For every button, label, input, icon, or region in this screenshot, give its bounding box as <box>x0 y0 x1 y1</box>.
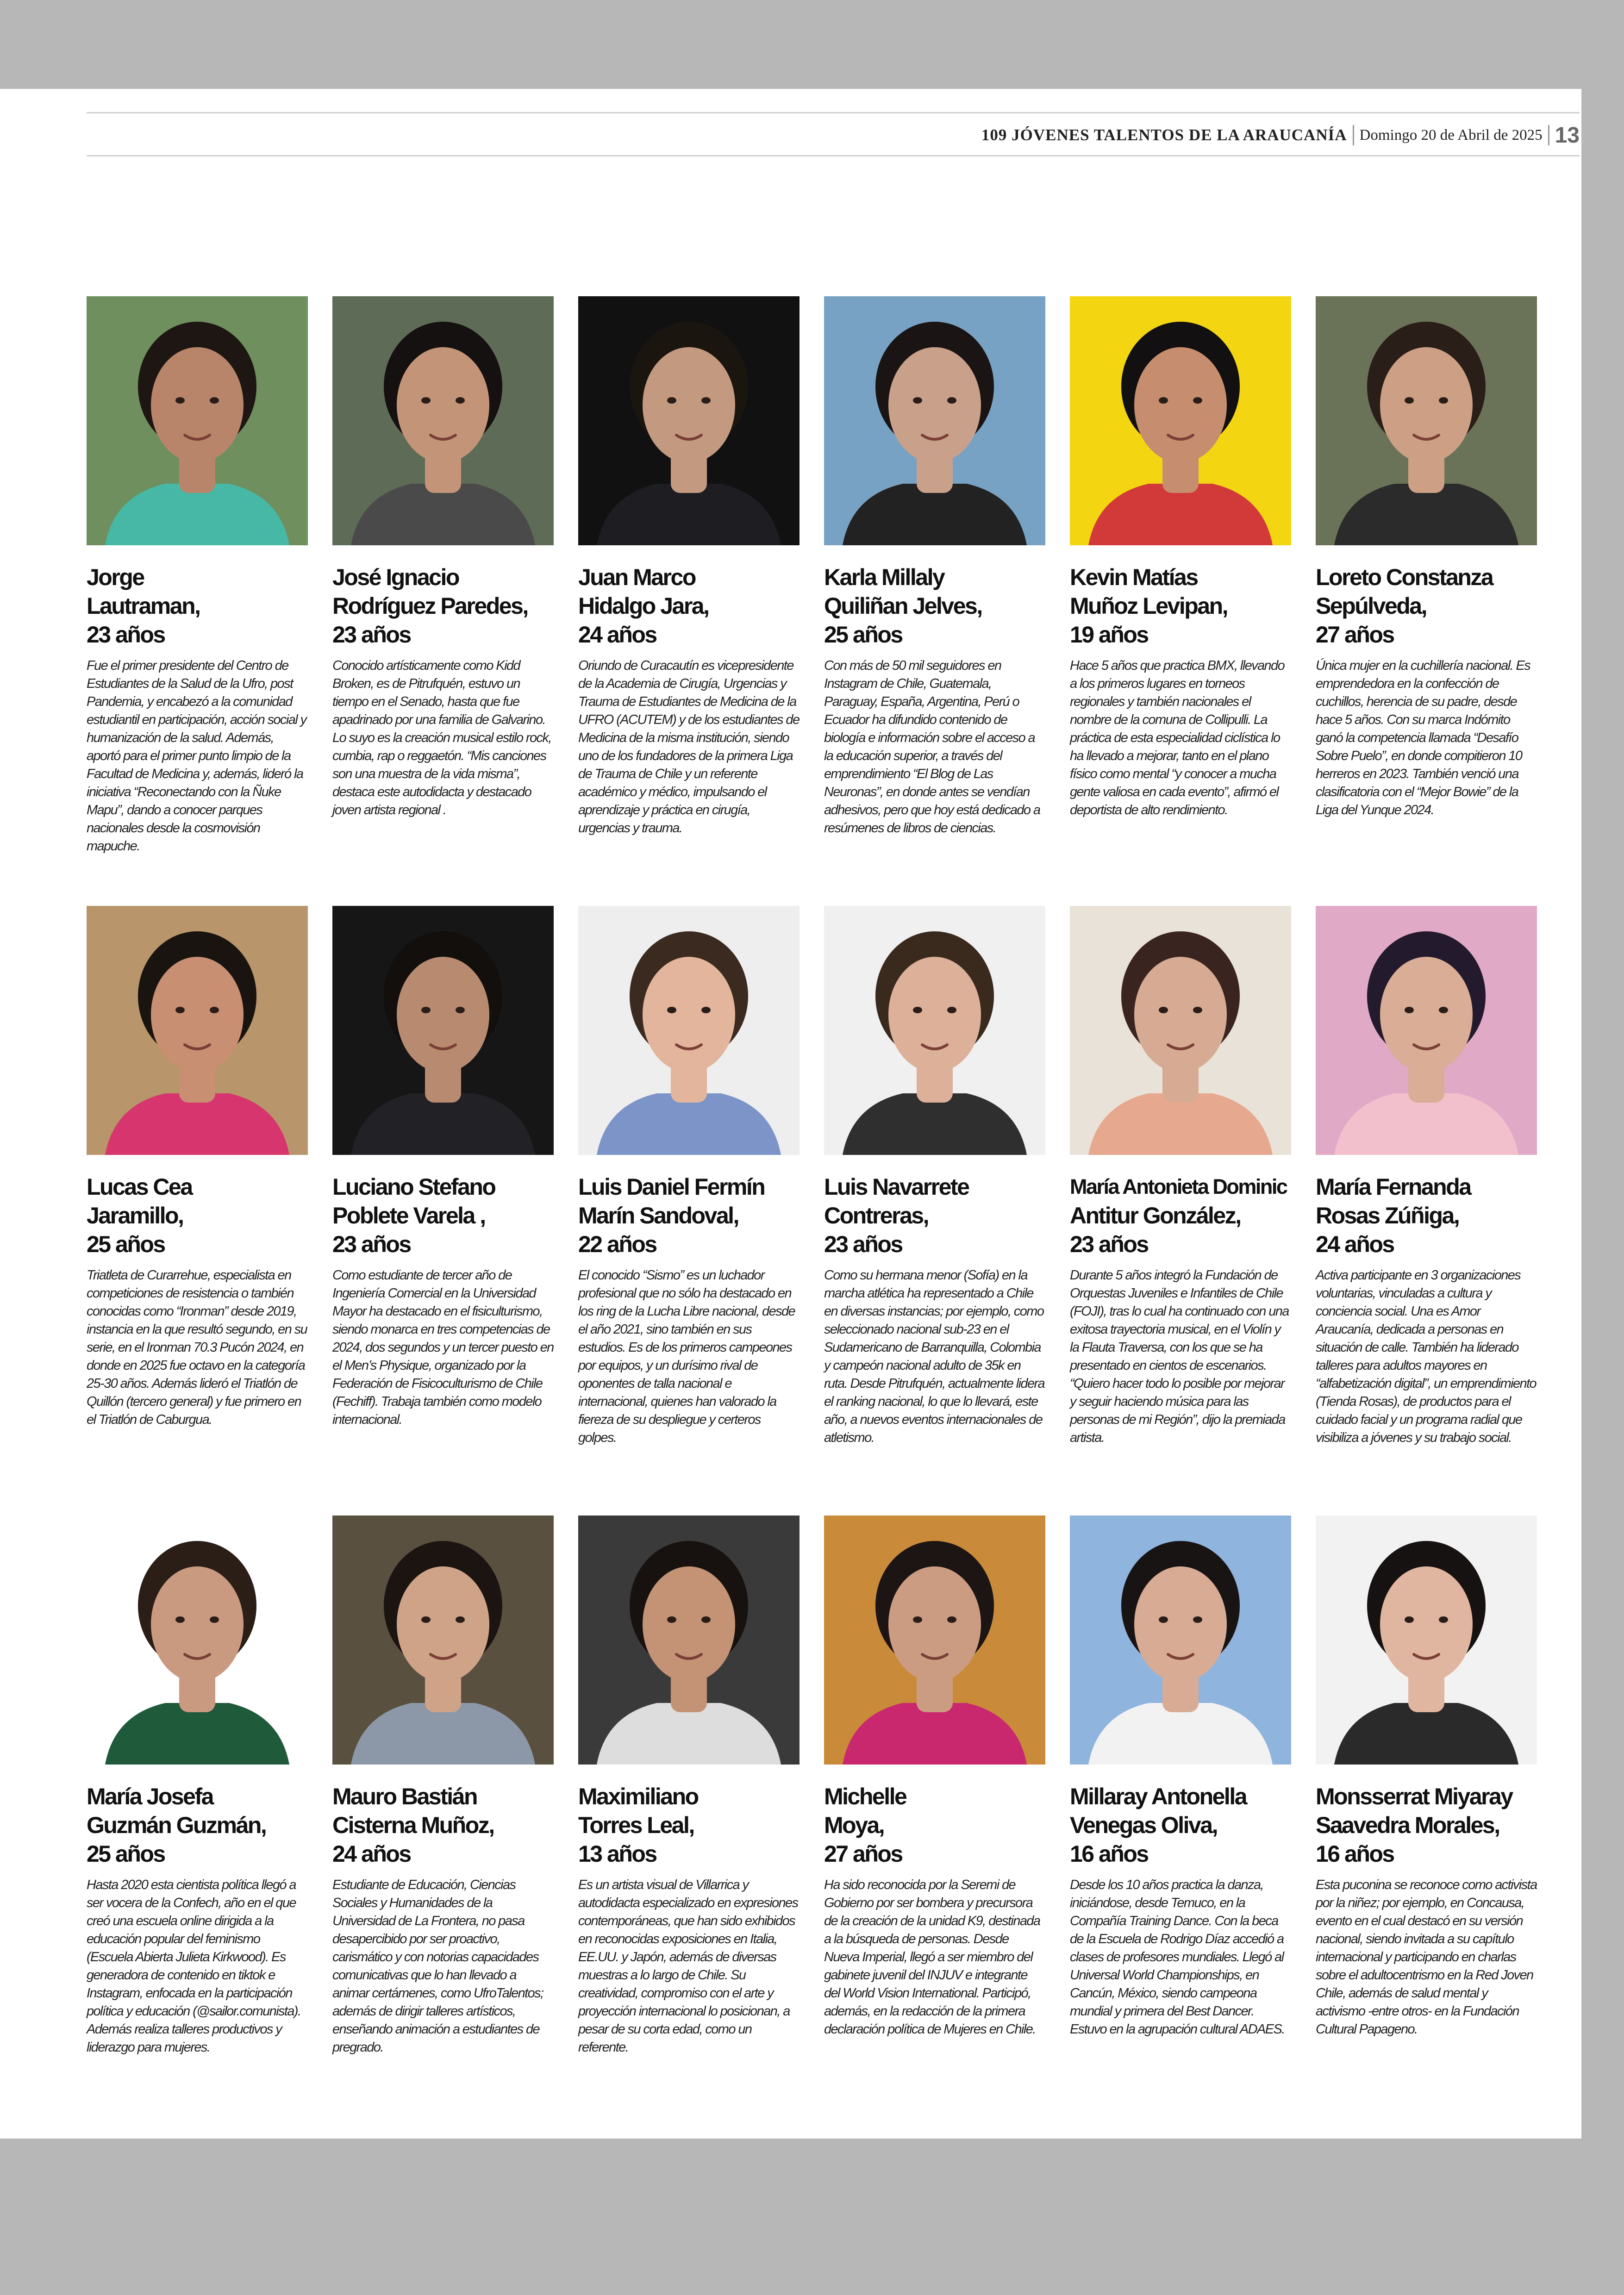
profile-bio: Estudiante de Educación, Ciencias Sociales y Humanidades de la Universidad de La Frontera, no pasa desapercibido por ser proactivo, carismático y con notorias capacidades comunicativas que lo han llevado a animar certámenes, como UfroTalentos; además de dirigir talleres artísticos, enseñando animación a estudiantes de pregrado. <box>332 1877 543 2055</box>
profile-name-first: Lucas Cea <box>87 1174 192 1200</box>
portrait-photo <box>578 296 800 545</box>
portrait-icon <box>824 296 1045 545</box>
portrait-icon <box>578 906 800 1155</box>
portrait-photo <box>332 296 554 545</box>
page-number: 13 <box>1555 123 1580 148</box>
portrait-icon <box>1070 296 1291 545</box>
profile-name-last: Sepúlveda, <box>1316 593 1426 619</box>
profile-name-first: Juan Marco <box>578 564 695 590</box>
header-rule-top <box>87 112 1580 113</box>
profile-name-last: Marín Sandoval, <box>578 1203 738 1229</box>
page-header <box>981 119 1580 151</box>
profile-name-last: Contreras, <box>824 1203 929 1229</box>
profile-age: 23 años <box>824 1231 902 1257</box>
profile-name <box>578 563 800 649</box>
profile-name <box>87 1782 308 1868</box>
profile-age: 24 años <box>578 622 656 648</box>
portrait-photo <box>1316 296 1537 545</box>
portrait-icon <box>1316 906 1537 1155</box>
profile-name-last: Torres Leal, <box>578 1812 694 1838</box>
portrait-icon <box>1316 296 1537 545</box>
profile-age: 24 años <box>332 1841 411 1867</box>
profile-name <box>1316 563 1537 649</box>
profile-age: 13 años <box>578 1841 656 1867</box>
portrait-icon <box>1070 1515 1291 1765</box>
portrait-icon <box>1316 1515 1537 1765</box>
profile-name-first: Michelle <box>824 1784 906 1809</box>
portrait-photo <box>824 906 1045 1155</box>
profile-name-first: Luis Navarrete <box>824 1174 969 1200</box>
profile-age: 23 años <box>332 1231 411 1257</box>
profile-age: 25 años <box>87 1231 165 1257</box>
portrait-icon <box>87 906 308 1155</box>
profile-name-first: María Fernanda <box>1316 1174 1471 1200</box>
header-divider <box>1548 125 1549 145</box>
portrait-icon <box>87 296 308 545</box>
profile-bio: Hasta 2020 esta cientista política llegó a ser vocera de la Confech, año en el que creó una escuela online dirigida a la educación popular del feminismo (Escuela Abierta Julieta Kirkwood). Es generadora de contenido en tiktok e Instagram, enfocada en la participación política y educación (@sailor.comunista). Además realiza talleres productivos y liderazgo para mujeres. <box>87 1877 301 2055</box>
profile-name-first: Jorge <box>87 564 144 590</box>
portrait-icon <box>332 296 554 545</box>
profile-name-first: Monsserrat Miyaray <box>1316 1784 1512 1809</box>
profile-name-last: Poblete Varela , <box>332 1203 485 1229</box>
profile-name-last: Rosas Zúñiga, <box>1316 1203 1459 1229</box>
header-rule-bottom <box>87 155 1580 156</box>
profile-name-first: José Ignacio <box>332 564 459 590</box>
profile-name-last: Moya, <box>824 1812 884 1838</box>
profile-name <box>87 1172 308 1259</box>
profile-age: 22 años <box>578 1231 656 1257</box>
profile-bio: Con más de 50 mil seguidores en Instagram de Chile, Guatemala, Paraguay, España, Argentina, Perú o Ecuador ha difundido contenido de biología e información sobre el acceso a la educación superior, a través del emprendimiento “El Blog de Las Neuronas”, en donde antes se vendían adhesivos, pero que hoy está dedicado a resúmenes de libros de ciencias. <box>824 658 1040 836</box>
portrait-photo <box>332 1515 554 1765</box>
publication-title: 109 JÓVENES TALENTOS DE LA ARAUCANÍA <box>981 126 1347 144</box>
profile-bio: Es un artista visual de Villarrica y autodidacta especializado en expresiones contemporáneas, que han sido exhibidos en reconocidas exposiciones en Italia, EE.UU. y Japón, además de diversas muestras a lo largo de Chile. Su creatividad, compromiso con el arte y proyección internacional lo posicionan, a pesar de su corta edad, como un referente. <box>578 1877 798 2055</box>
profile-bio: Esta puconina se reconoce como activista por la niñez; por ejemplo, en Concausa, evento en el cual destacó en su versión nacional, siendo invitada a su capítulo internacional y participando en charlas sobre el adultocentrismo en la Red Joven Chile, además de salud mental y activismo -entre otros- en la Fundación Cultural Papageno. <box>1316 1877 1537 2037</box>
profile-bio: Fue el primer presidente del Centro de Estudiantes de la Salud de la Ufro, post Pandemia, y encabezó a la comunidad estudiantil en participación, acción social y humanización de la salud. Además, aportó para el primer punto limpio de la Facultad de Medicina y, además, lideró la iniciativa “Reconectando con la Ñuke Mapu”, dando a conocer parques nacionales desde la cosmovisión mapuche. <box>87 658 306 854</box>
profile-name <box>578 1172 800 1259</box>
profile-age: 19 años <box>1070 622 1148 648</box>
portrait-icon <box>578 296 800 545</box>
profile-bio: Durante 5 años integró la Fundación de Orquestas Juveniles e Infantiles de Chile (FOJI), tras lo cual ha continuado con una exitosa trayectoria musical, en el Violín y la Flauta Traversa, con los que se ha presentado en cientos de escenarios. “Quiero hacer todo lo posible por mejorar y seguir haciendo música para las personas de mi Región”, dijo la premiada artista. <box>1070 1268 1289 1445</box>
profile-age: 27 años <box>1316 622 1394 648</box>
portrait-icon <box>1070 906 1291 1155</box>
profile-bio: Triatleta de Curarrehue, especialista en competiciones de resistencia o también conocidas como “Ironman” desde 2019, instancia en la que resultó segundo, en su serie, en el Ironman 70.3 Pucón 2024, en donde en 2025 fue octavo en la categoría 25-30 años. Además lideró el Triatlón de Quillón (tercero general) y fue primero en el Triatlón de Caburgua. <box>87 1268 307 1427</box>
profile-name-last: Rodríguez Paredes, <box>332 593 528 619</box>
portrait-photo <box>87 296 308 545</box>
profile-name <box>1316 1782 1537 1868</box>
profile-name-last: Jaramillo, <box>87 1203 183 1229</box>
profile-bio: Oriundo de Curacautín es vicepresidente de la Academia de Cirugía, Urgencias y Trauma de Estudiantes de Medicina de la UFRO (ACUTEM) y de los estudiantes de Medicina de la misma institución, siendo uno de los fundadores de la primera Liga de Trauma de Chile y un referente académico y médico, impulsando el aprendizaje y práctica en cirugía, urgencias y trauma. <box>578 658 800 836</box>
portrait-photo <box>87 1515 308 1765</box>
portrait-icon <box>578 1515 800 1765</box>
profile-name <box>824 1782 1045 1868</box>
profile-bio: Como estudiante de tercer año de Ingeniería Comercial en la Universidad Mayor ha destacado en el fisiculturismo, siendo monarca en tres competencias de 2024, dos segundos y un tercer puesto en el Men’s Physique, organizado por la Federación de Fisicoculturismo de Chile (Fechiff). Trabaja también como modelo internacional. <box>332 1268 554 1427</box>
profile-bio: Como su hermana menor (Sofía) en la marcha atlética ha representado a Chile en diversas instancias; por ejemplo, como seleccionado nacional sub-23 en el Sudamericano de Barranquilla, Colombia y campeón nacional adulto de 35k en ruta. Desde Pitrufquén, actualmente lidera el ranking nacional, lo que lo llevará, este año, a nuevos eventos internacionales de atletismo. <box>824 1268 1045 1445</box>
profile-age: 27 años <box>824 1841 902 1867</box>
profile-name <box>1070 1782 1291 1868</box>
profile-age: 23 años <box>332 622 411 648</box>
profile-bio: Conocido artísticamente como Kidd Broken, es de Pitrufquén, estuvo un tiempo en el Senado, hasta que fue apadrinado por una familia de Galvarino. Lo suyo es la creación musical estilo rock, cumbia, rap o reggaetón. “Mis canciones son una muestra de la vida misma”, destaca este autodidacta y destacado joven artista regional . <box>332 658 551 817</box>
profile-name <box>332 1172 554 1259</box>
portrait-icon <box>87 1515 308 1765</box>
portrait-photo <box>1070 1515 1291 1765</box>
profile-name-first: Millaray Antonella <box>1070 1784 1247 1809</box>
profile-name-first: María Antonieta Dominic <box>1070 1175 1287 1198</box>
profile-name <box>578 1782 800 1868</box>
profile-name-first: Luciano Stefano <box>332 1174 495 1200</box>
portrait-photo <box>578 1515 800 1765</box>
portrait-photo <box>824 296 1045 545</box>
profile-bio: El conocido “Sismo” es un luchador profesional que no sólo ha destacado en los ring de la Lucha Libre nacional, desde el año 2021, sino también en sus estudios. Es de los primeros campeones por equipos, y un durísimo rival de oponentes de talla nacional e internacional, quienes han valorado la fiereza de su despliegue y certeros golpes. <box>578 1268 795 1445</box>
portrait-icon <box>824 906 1045 1155</box>
portrait-photo <box>332 906 554 1155</box>
profile-bio: Única mujer en la cuchillería nacional. Es emprendedora en la confección de cuchillos, herencia de su padre, desde hace 5 años. Con su marca Indómito ganó la competencia llamada “Desafío Sobre Puelo”, en donde compitieron 10 herreros en 2023. También venció una clasificatoria con el “Mejor Bowie” de la Liga del Yunque 2024. <box>1316 658 1530 817</box>
profile-name-first: Kevin Matías <box>1070 564 1198 590</box>
portrait-photo <box>1316 1515 1537 1765</box>
profile-name-last: Quiliñan Jelves, <box>824 593 982 619</box>
profile-bio: Desde los 10 años practica la danza, iniciándose, desde Temuco, en la Compañía Training Dance. Con la beca de la Escuela de Rodrigo Díaz accedió a clases de profesores mundiales. Llegó al Universal World Championships, en Cancún, México, siendo campeona mundial y primera del Best Dancer. Estuvo en la agrupación cultural ADAES. <box>1070 1877 1285 2037</box>
profile-name-last: Cisterna Muñoz, <box>332 1812 494 1838</box>
profile-age: 25 años <box>87 1841 165 1867</box>
profile-name-first: Luis Daniel Fermín <box>578 1174 765 1200</box>
publication-date: Domingo 20 de Abril de 2025 <box>1359 126 1543 143</box>
profile-name <box>1316 1172 1537 1259</box>
portrait-photo <box>1070 906 1291 1155</box>
portrait-photo <box>87 906 308 1155</box>
profile-name <box>87 563 308 649</box>
profile-name <box>332 563 554 649</box>
profile-bio: Ha sido reconocida por la Seremi de Gobierno por ser bombera y precursora de la creación de la unidad K9, destinada a la búsqueda de personas. Desde Nueva Imperial, llegó a ser miembro del gabinete juvenil del INJUV e integrante del World Vision International. Participó, además, en la redacción de la primera declaración política de Mujeres en Chile. <box>824 1877 1040 2037</box>
profile-bio: Activa participante en 3 organizaciones voluntarias, vinculadas a cultura y conciencia social. Una es Amor Araucanía, dedicada a personas en situación de calle. También ha liderado talleres para adultos mayores en “alfabetización digital”, un emprendimiento (Tienda Rosas), de productos para el cuidado facial y un programa radial que visibiliza a jóvenes y su trabajo social. <box>1316 1268 1537 1445</box>
profile-name-first: Maximiliano <box>578 1784 698 1809</box>
profile-name-first: María Josefa <box>87 1784 213 1809</box>
profile-name-first: Karla Millaly <box>824 564 944 590</box>
profile-name <box>824 1172 1045 1259</box>
profile-name-last: Venegas Oliva, <box>1070 1812 1217 1838</box>
profile-name-last: Antitur González, <box>1070 1203 1241 1229</box>
profile-age: 24 años <box>1316 1231 1394 1257</box>
portrait-photo <box>824 1515 1045 1765</box>
portrait-icon <box>332 906 554 1155</box>
profile-name-first: Mauro Bastián <box>332 1784 477 1809</box>
header-divider <box>1353 125 1354 145</box>
portrait-photo <box>1316 906 1537 1155</box>
profile-name <box>1070 1172 1291 1259</box>
portrait-photo <box>578 906 800 1155</box>
profile-bio: Hace 5 años que practica BMX, llevando a los primeros lugares en torneos regionales y también nacionales el nombre de la comuna de Collipulli. La práctica de esta especialidad ciclística lo ha llevado a mejorar, tanto en el plano físico como mental “y conocer a mucha gente valiosa en cada evento”, afirmó el deportista de alto rendimiento. <box>1070 658 1285 817</box>
profile-name <box>824 563 1045 649</box>
profile-name <box>332 1782 554 1868</box>
profile-name-last: Lautraman, <box>87 593 200 619</box>
portrait-icon <box>332 1515 554 1765</box>
profile-name-first: Loreto Constanza <box>1316 564 1493 590</box>
profile-name-last: Saavedra Morales, <box>1316 1812 1499 1838</box>
profile-name-last: Muñoz Levipan, <box>1070 593 1227 619</box>
profile-age: 16 años <box>1316 1841 1394 1867</box>
profile-age: 23 años <box>1070 1231 1148 1257</box>
profile-name-last: Guzmán Guzmán, <box>87 1812 266 1838</box>
profile-age: 16 años <box>1070 1841 1148 1867</box>
profile-name <box>1070 563 1291 649</box>
profile-name-last: Hidalgo Jara, <box>578 593 709 619</box>
profile-age: 23 años <box>87 622 165 648</box>
portrait-icon <box>824 1515 1045 1765</box>
profile-age: 25 años <box>824 622 902 648</box>
portrait-photo <box>1070 296 1291 545</box>
